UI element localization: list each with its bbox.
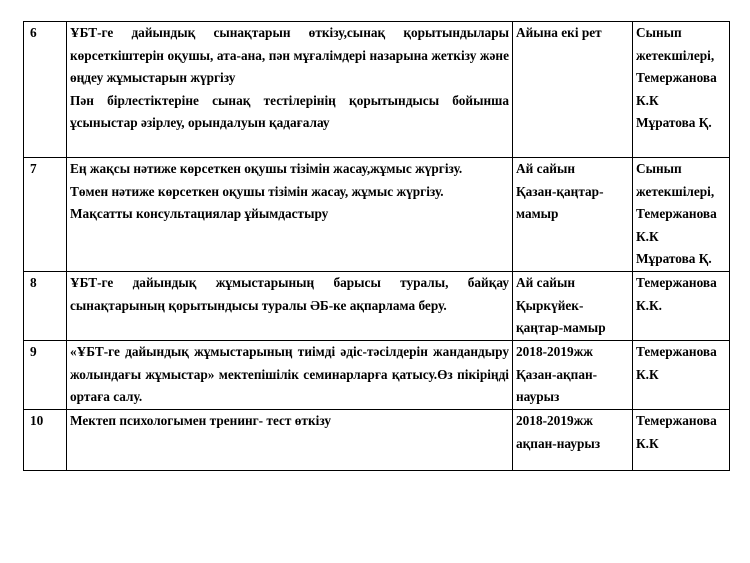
responsible-line: К.К	[636, 366, 659, 382]
time-line: 2018-2019жж	[516, 344, 593, 359]
time-cell	[513, 272, 633, 341]
time-cell	[513, 341, 633, 410]
responsible-line: Темержанова	[636, 344, 717, 359]
task-paragraph: Пән бірлестіктеріне сынақ тестілерінің қорытындысы бойынша ұсыныстар әзірлеу, орындалуын қадағалау	[70, 92, 509, 130]
table-row	[24, 341, 730, 410]
responsible-line: К.К	[636, 92, 659, 108]
responsible-line: Мұратова Қ.	[636, 115, 712, 130]
time-line: Ай сайын	[516, 275, 576, 290]
responsible-line: К.К	[636, 228, 659, 244]
task-cell	[67, 22, 513, 158]
task-cell	[67, 272, 513, 341]
table-row	[24, 22, 730, 158]
table-row	[24, 158, 730, 272]
time-line: наурыз	[516, 389, 560, 404]
responsible-line: жетекшілері,	[636, 47, 715, 63]
task-paragraph: Ең жақсы нәтиже көрсеткен оқушы тізімін жасау,жұмыс жүргізу.	[70, 161, 463, 176]
responsible-line: К.К.	[636, 297, 662, 313]
task-paragraph: Мақсатты консультациялар ұйымдастыру	[70, 206, 329, 221]
row-number: 7	[24, 158, 67, 272]
task-paragraph: ҰБТ-ге дайындық жұмыстарының барысы туралы, байқау сынақтарының қорытындысы туралы ӘБ-ке ақпарлама беру.	[70, 275, 509, 313]
row-number: 8	[24, 272, 67, 341]
time-line: қаңтар-мамыр	[516, 320, 606, 335]
time-line: мамыр	[516, 206, 559, 221]
responsible-line: Мұратова Қ.	[636, 251, 712, 266]
task-cell	[67, 341, 513, 410]
responsible-line: Сынып	[636, 25, 682, 40]
time-line: 2018-2019жж	[516, 413, 593, 428]
time-cell	[513, 158, 633, 272]
time-cell	[513, 410, 633, 471]
responsible-line: Темержанова	[636, 413, 717, 428]
plan-table	[23, 21, 730, 471]
row-number: 9	[24, 341, 67, 410]
responsible-cell	[633, 158, 730, 272]
task-cell	[67, 410, 513, 471]
time-line: Қазан-қаңтар-	[516, 183, 604, 199]
row-number: 6	[24, 22, 67, 158]
responsible-line: К.К	[636, 435, 659, 451]
responsible-cell	[633, 22, 730, 158]
responsible-cell	[633, 341, 730, 410]
responsible-line: Темержанова	[636, 275, 717, 290]
time-line: Айына екі рет	[516, 25, 602, 40]
task-paragraph: Төмен нәтиже көрсеткен оқушы тізімін жасау, жұмыс жүргізу.	[70, 183, 444, 199]
time-cell	[513, 22, 633, 158]
table-row	[24, 272, 730, 341]
time-line: Қазан-ақпан-	[516, 366, 598, 382]
time-line: Ай сайын	[516, 161, 576, 176]
task-cell	[67, 158, 513, 272]
responsible-line: жетекшілері,	[636, 183, 715, 199]
task-paragraph: «ҰБТ-ге дайындық жұмыстарының тиімді әдіс-тәсілдерін жандандыру жолындағы жұмыстар» мектепішілік семинарларға қатысу.Өз пікіріңді ортаға салу.	[70, 344, 509, 404]
responsible-line: Темержанова	[636, 70, 717, 85]
responsible-cell	[633, 410, 730, 471]
task-paragraph: Мектеп психологымен тренинг- тест өткізу	[70, 413, 332, 428]
task-paragraph: ҰБТ-ге дайындық сынақтарын өткізу,сынақ қорытындылары көрсеткіштерін оқушы, ата-ана, пән мұғалімдері назарына жеткізу және өңдеу жұмыстарын жүргізу	[70, 25, 509, 85]
row-number: 10	[24, 410, 67, 471]
table-row	[24, 410, 730, 471]
time-line: Қыркүйек-	[516, 297, 584, 313]
time-line: ақпан-наурыз	[516, 435, 601, 451]
responsible-line: Сынып	[636, 161, 682, 176]
responsible-cell	[633, 272, 730, 341]
responsible-line: Темержанова	[636, 206, 717, 221]
